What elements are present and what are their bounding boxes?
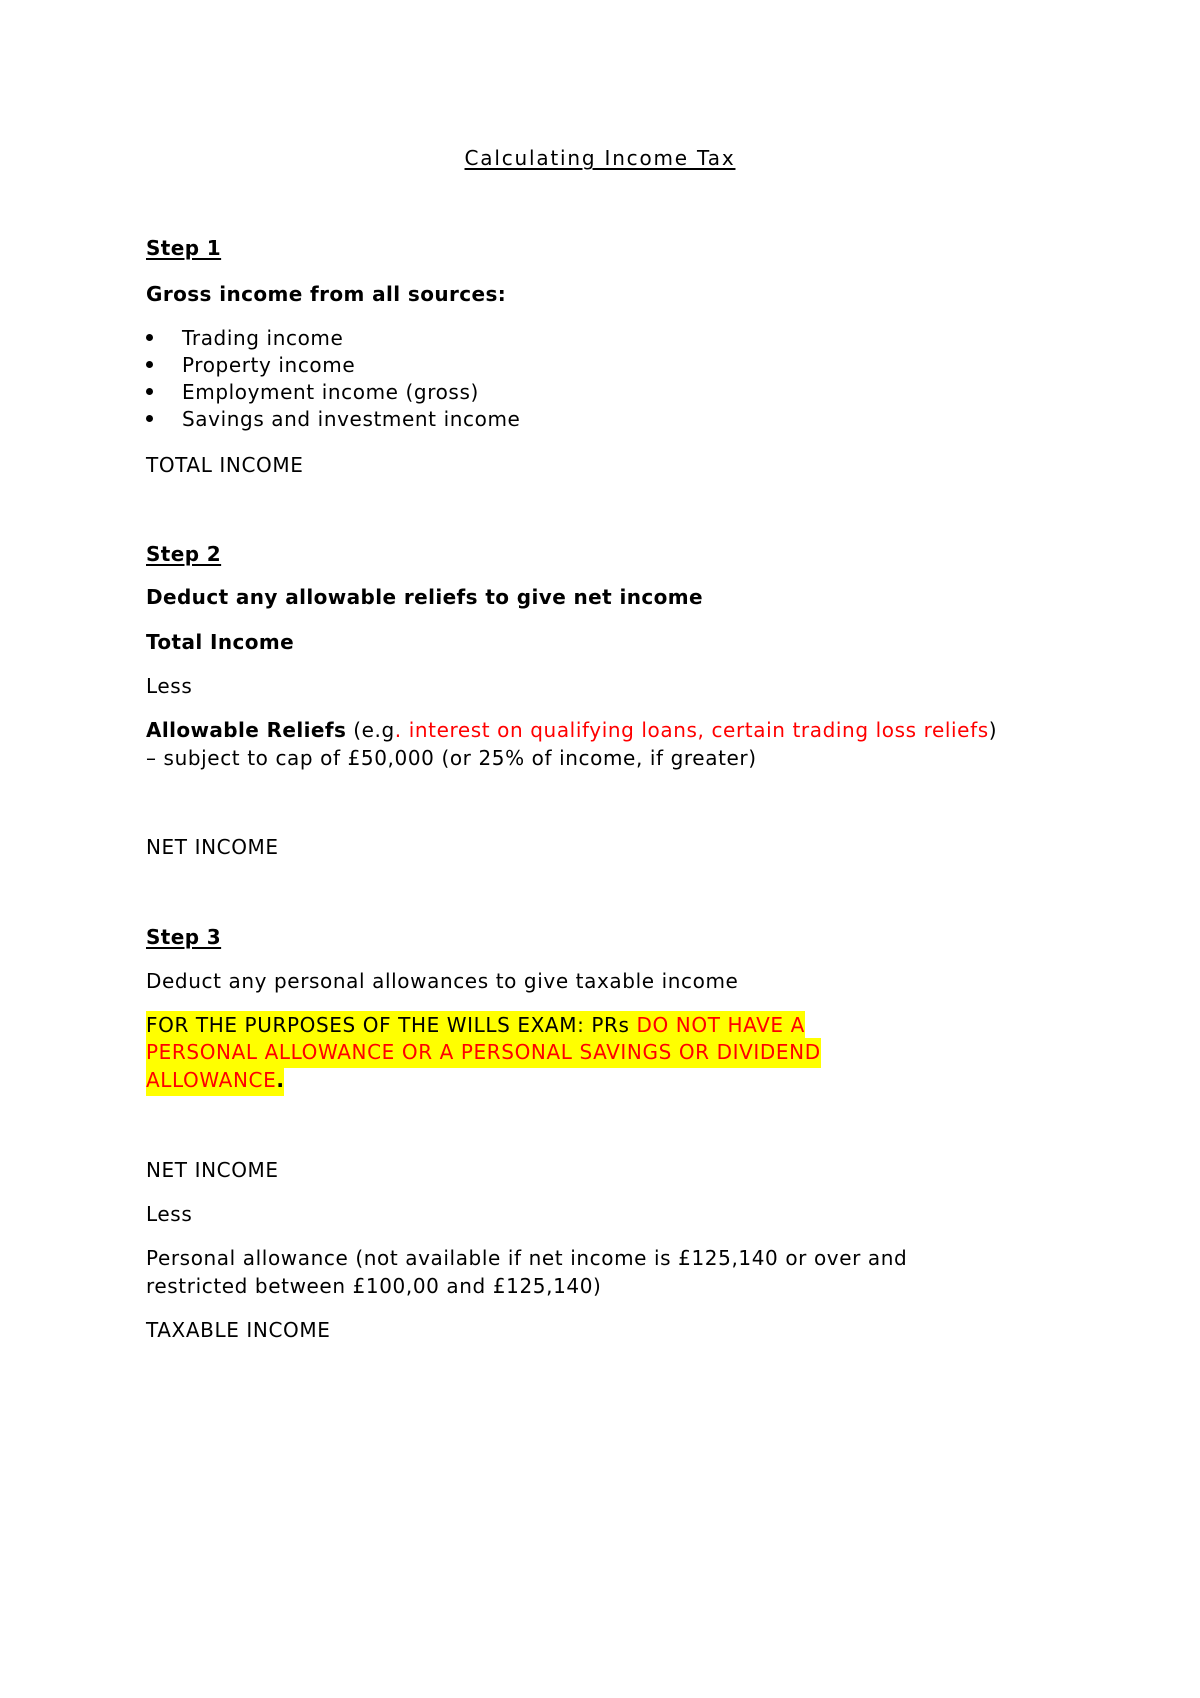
step1-subheading: Gross income from all sources:: [146, 282, 507, 306]
notice-red-text: DO NOT HAVE A: [629, 1013, 805, 1037]
taxable-income-result: TAXABLE INCOME: [146, 1318, 331, 1342]
bullet-icon: [146, 388, 153, 395]
cap-note: – subject to cap of £50,000 (or 25% of income, if greater): [146, 746, 757, 770]
notice-red-text: PERSONAL ALLOWANCE OR A PERSONAL SAVINGS OR DIVIDEND: [146, 1038, 821, 1068]
allowable-reliefs-label: Allowable Reliefs: [146, 718, 347, 742]
page-title: Calculating Income Tax: [464, 146, 736, 170]
reliefs-close: ): [988, 718, 998, 742]
notice-black-text: FOR THE PURPOSES OF THE WILLS EXAM: PRs: [146, 1013, 630, 1037]
step3-subheading: Deduct any personal allowances to give taxable income: [146, 969, 739, 993]
bullet-icon: [146, 415, 153, 422]
net-income-label: NET INCOME: [146, 1158, 279, 1182]
allowable-reliefs-line: [146, 720, 997, 740]
step3-heading: Step 3: [146, 925, 222, 949]
reliefs-open: (e.g: [346, 718, 395, 742]
less-label: Less: [146, 674, 193, 698]
step2-subheading: Deduct any allowable reliefs to give net income: [146, 585, 703, 609]
personal-allowance-line-2: restricted between £100,00 and £125,140): [146, 1274, 602, 1298]
step2-heading: Step 2: [146, 542, 222, 566]
notice-line-3: [146, 1070, 284, 1090]
notice-highlight: [146, 1011, 805, 1041]
list-item-text: Trading income: [182, 326, 344, 350]
notice-line-1: [146, 1015, 805, 1035]
net-income-result: NET INCOME: [146, 835, 279, 859]
notice-end: .: [276, 1068, 285, 1092]
less-label: Less: [146, 1202, 193, 1226]
bullet-icon: [146, 334, 153, 341]
bullet-icon: [146, 361, 153, 368]
notice-red-text: ALLOWANCE: [146, 1068, 277, 1092]
notice-highlight: [146, 1066, 284, 1096]
personal-allowance-line-1: Personal allowance (not available if net income is £125,140 or over and: [146, 1246, 908, 1270]
list-item-text: Property income: [182, 353, 356, 377]
total-income-result: TOTAL INCOME: [146, 453, 304, 477]
notice-line-2: [146, 1042, 821, 1062]
reliefs-examples: . interest on qualifying loans, certain trading loss reliefs: [394, 718, 989, 742]
list-item-text: Employment income (gross): [182, 380, 479, 404]
list-item-text: Savings and investment income: [182, 407, 521, 431]
total-income-label: Total Income: [146, 630, 295, 654]
step1-heading: Step 1: [146, 236, 222, 260]
